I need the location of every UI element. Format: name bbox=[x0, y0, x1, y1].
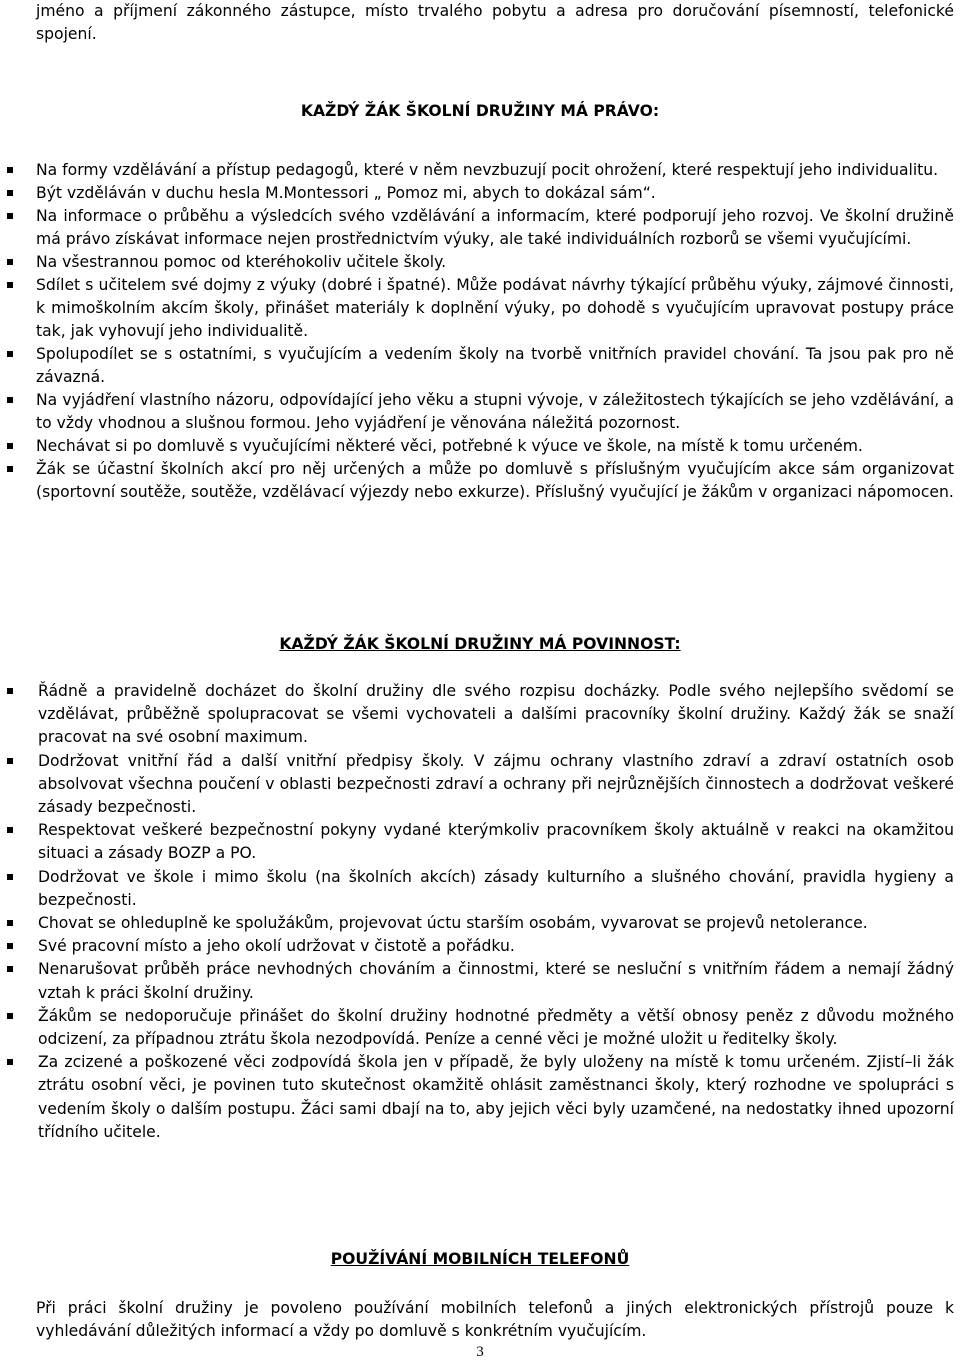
list-item: Své pracovní místo a jeho okolí udržovat v čistotě a pořádku. bbox=[38, 935, 954, 958]
list-item: Na formy vzdělávání a přístup pedagogů, které v něm nevzbuzují pocit ohrožení, které respektují jeho individualitu. bbox=[36, 159, 954, 182]
list-item: Dodržovat vnitřní řád a další vnitřní předpisy školy. V zájmu ochrany vlastního zdraví a zdraví ostatních osob absolvovat všechna poučení v oblasti bezpečnosti zdraví a ochrany při nejrůznějších činnostech a dodržovat veškeré zásady bezpečnosti. bbox=[38, 750, 954, 820]
phones-paragraph: Při práci školní družiny je povoleno používání mobilních telefonů a jiných elektronických přístrojů pouze k vyhledávání důležitých informací a vždy po domluvě s konkrétním vyučujícím. bbox=[36, 1299, 954, 1340]
bullet-icon bbox=[7, 282, 13, 288]
list-item: Na informace o průběhu a výsledcích svého vzdělávání a informacím, které podporují jeho rozvoj. Ve školní družině má právo získávat informace nejen prostřednictvím výuky, ale také individuálních rozborů se všemi vyučujícími. bbox=[36, 205, 954, 251]
list-item: Za zcizené a poškozené věci zodpovídá škola jen v případě, že byly uloženy na místě k tomu určeném. Zjistí–li žák ztrátu osobní věci, je povinen tuto skutečnost okamžitě ohlásit zaměstnanci školy, který rozhodne ve spolupráci s vedením školy o dalším postupu. Žáci sami dbají na to, aby jejich věci byly uzamčené, na nedostatky ihned upozorní třídního učitele. bbox=[38, 1051, 954, 1144]
list-item: Dodržovat ve škole i mimo školu (na školních akcích) zásady kulturního a slušného chování, pravidla hygieny a bezpečnosti. bbox=[38, 866, 954, 912]
rights-list bbox=[36, 159, 954, 504]
bullet-icon bbox=[7, 966, 13, 972]
bullet-icon bbox=[7, 397, 13, 403]
intro-paragraph: jméno a příjmení zákonného zástupce, místo trvalého pobytu a adresa pro doručování písemností, telefonické spojení. bbox=[36, 2, 954, 43]
bullet-icon bbox=[7, 167, 13, 173]
list-item: Spolupodílet se s ostatními, s vyučujícím a vedením školy na tvorbě vnitřních pravidel chování. Ta jsou pak pro ně závazná. bbox=[36, 343, 954, 389]
bullet-icon bbox=[7, 190, 13, 196]
bullet-icon bbox=[7, 213, 13, 219]
list-item: Sdílet s učitelem své dojmy z výuky (dobré i špatné). Může podávat návrhy týkající průběhu výuky, zájmové činnosti, k mimoškolním akcím školy, přinášet materiály k doplnění výuky, po dohodě s vyučujícím upravovat postupy práce tak, jak vyhovují jeho individualitě. bbox=[36, 274, 954, 343]
phones-heading: POUŽÍVÁNÍ MOBILNÍCH TELEFONŮ bbox=[330, 1250, 630, 1268]
list-item: Nenarušovat průběh práce nevhodných chováním a činnostmi, které se nesluční s vnitřním řádem a nemají žádný vztah k práci školní družiny. bbox=[38, 958, 954, 1004]
bullet-icon bbox=[7, 443, 13, 449]
bullet-icon bbox=[7, 920, 13, 926]
list-item: Žák se účastní školních akcí pro něj určených a může po domluvě s příslušným vyučujícím akce sám organizovat (sportovní soutěže, soutěže, vzdělávací výjezdy nebo exkurze). Příslušný vyučující je žákům v organizaci nápomocen. bbox=[36, 458, 954, 504]
duties-list bbox=[38, 680, 954, 1144]
bullet-icon bbox=[7, 466, 13, 472]
rights-heading: KAŽDÝ ŽÁK ŠKOLNÍ DRUŽINY MÁ PRÁVO: bbox=[300, 102, 660, 120]
bullet-icon bbox=[7, 351, 13, 357]
list-item: Chovat se ohleduplně ke spolužákům, projevovat úctu starším osobám, vyvarovat se projevů netolerance. bbox=[38, 912, 954, 935]
bullet-icon bbox=[7, 943, 13, 949]
bullet-icon bbox=[7, 259, 13, 265]
list-item: Na vyjádření vlastního názoru, odpovídající jeho věku a stupni vývoje, v záležitostech týkajících se jeho vzdělávání, a to vždy vhodnou a slušnou formou. Jeho vyjádření je věnována náležitá pozornost. bbox=[36, 389, 954, 435]
bullet-icon bbox=[7, 758, 13, 764]
bullet-icon bbox=[7, 827, 13, 833]
list-item: Na všestrannou pomoc od kteréhokoliv učitele školy. bbox=[36, 251, 954, 274]
bullet-icon bbox=[7, 688, 13, 694]
list-item: Být vzděláván v duchu hesla M.Montessori „ Pomoz mi, abych to dokázal sám“. bbox=[36, 182, 954, 205]
list-item: Respektovat veškeré bezpečnostní pokyny vydané kterýmkoliv pracovníkem školy aktuálně v reakci na okamžitou situaci a zásady BOZP a PO. bbox=[38, 819, 954, 865]
page-number: 3 bbox=[476, 1344, 484, 1360]
bullet-icon bbox=[7, 1059, 13, 1065]
list-item: Řádně a pravidelně docházet do školní družiny dle svého rozpisu docházky. Podle svého nejlepšího svědomí se vzdělávat, průběžně spolupracovat se všemi vychovateli a dalšími pracovníky školní družiny. Každý žák se snaží pracovat na své osobní maximum. bbox=[38, 680, 954, 750]
bullet-icon bbox=[7, 1013, 13, 1019]
list-item: Žákům se nedoporučuje přinášet do školní družiny hodnotné předměty a větší obnosy peněz z důvodu možného odcizení, za případnou ztrátu škola nezodpovídá. Peníze a cenné věci je možné uložit u ředitelky školy. bbox=[38, 1005, 954, 1051]
list-item: Nechávat si po domluvě s vyučujícími některé věci, potřebné k výuce ve škole, na místě k tomu určeném. bbox=[36, 435, 954, 458]
bullet-icon bbox=[7, 874, 13, 880]
duties-heading: KAŽDÝ ŽÁK ŠKOLNÍ DRUŽINY MÁ POVINNOST: bbox=[279, 635, 681, 653]
